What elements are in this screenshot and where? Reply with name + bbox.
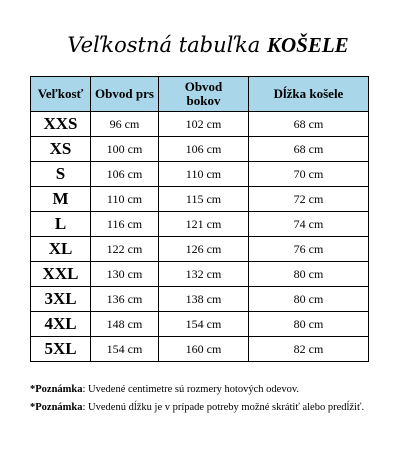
length-cell: 76 cm (249, 237, 369, 262)
size-cell: S (31, 162, 91, 187)
note-label: *Poznámka (30, 384, 83, 395)
size-cell: 4XL (31, 312, 91, 337)
note-text: : Uvedenú dĺžku je v prípade potreby možné skrátiť alebo predĺžiť. (82, 402, 365, 413)
table-row (31, 137, 369, 162)
chest-cell: 148 cm (91, 312, 159, 337)
length-cell: 70 cm (249, 162, 369, 187)
hips-cell: 102 cm (159, 112, 249, 137)
hips-cell: 110 cm (159, 162, 249, 187)
header-size: Veľkosť (31, 77, 91, 112)
chest-cell: 106 cm (91, 162, 159, 187)
table-row (31, 112, 369, 137)
table-row (31, 287, 369, 312)
hips-cell: 132 cm (159, 262, 249, 287)
size-cell: XXL (31, 262, 91, 287)
chest-cell: 100 cm (91, 137, 159, 162)
hips-cell: 160 cm (159, 337, 249, 362)
header-length: Dĺžka košele (249, 77, 369, 112)
table-row (31, 237, 369, 262)
chest-cell: 136 cm (91, 287, 159, 312)
length-cell: 80 cm (249, 312, 369, 337)
table-row (31, 162, 369, 187)
hips-cell: 121 cm (159, 212, 249, 237)
size-cell: 3XL (31, 287, 91, 312)
table-header-row (31, 77, 369, 112)
hips-cell: 154 cm (159, 312, 249, 337)
length-cell: 80 cm (249, 287, 369, 312)
note-text: : Uvedené centimetre sú rozmery hotových odevov. (82, 384, 300, 395)
hips-cell: 138 cm (159, 287, 249, 312)
chest-cell: 96 cm (91, 112, 159, 137)
notes (30, 381, 416, 417)
header-hips: Obvod bokov (159, 77, 249, 112)
size-cell: XL (31, 237, 91, 262)
length-cell: 74 cm (249, 212, 369, 237)
length-cell: 72 cm (249, 187, 369, 212)
table-row (31, 337, 369, 362)
size-cell: 5XL (31, 337, 91, 362)
chest-cell: 154 cm (91, 337, 159, 362)
table-row (31, 187, 369, 212)
table-row (31, 262, 369, 287)
title-emphasis: KOŠELE (266, 33, 349, 57)
size-cell: L (31, 212, 91, 237)
length-cell: 80 cm (249, 262, 369, 287)
page-title (0, 32, 416, 58)
length-cell: 68 cm (249, 137, 369, 162)
header-chest: Obvod prs (91, 77, 159, 112)
table-body (31, 112, 369, 362)
note-2 (30, 399, 416, 417)
title-text: Veľkostná tabuľka (67, 33, 267, 57)
size-cell: XXS (31, 112, 91, 137)
note-1 (30, 381, 416, 399)
note-label: *Poznámka (30, 402, 83, 413)
length-cell: 68 cm (249, 112, 369, 137)
table-row (31, 312, 369, 337)
chest-cell: 122 cm (91, 237, 159, 262)
chest-cell: 110 cm (91, 187, 159, 212)
chest-cell: 130 cm (91, 262, 159, 287)
hips-cell: 126 cm (159, 237, 249, 262)
size-cell: M (31, 187, 91, 212)
hips-cell: 106 cm (159, 137, 249, 162)
size-table (30, 76, 369, 362)
table-row (31, 212, 369, 237)
hips-cell: 115 cm (159, 187, 249, 212)
chest-cell: 116 cm (91, 212, 159, 237)
length-cell: 82 cm (249, 337, 369, 362)
size-cell: XS (31, 137, 91, 162)
